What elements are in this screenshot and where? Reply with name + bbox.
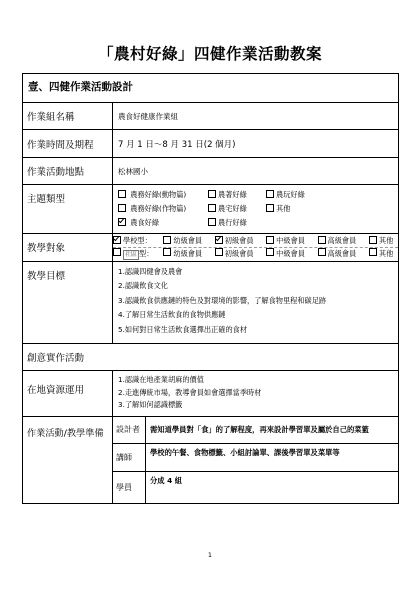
- section-header-row: [23, 74, 399, 103]
- creative-label: 創意實作活動: [23, 344, 399, 371]
- theme-line: [118, 188, 393, 202]
- location-label: 作業活動地點: [23, 158, 113, 185]
- checkbox-icon: [208, 190, 216, 198]
- checkbox-icon: [118, 190, 126, 198]
- prep-role-row: [113, 444, 398, 472]
- goal-item: 5.如何對日常生活飲食選擇出正確的食材: [118, 324, 248, 334]
- period-row: [23, 130, 399, 158]
- prep-role-row: [113, 472, 398, 503]
- local-item: 1.認識在地產業胡麻的價值: [118, 375, 204, 384]
- group-name-label: 作業組名稱: [23, 103, 113, 130]
- audience-school-line: [113, 235, 398, 248]
- prep-row: [23, 416, 399, 503]
- group-name-value: 農食好健康作業組: [113, 103, 399, 130]
- audience-option[interactable]: 初級會員: [215, 235, 266, 247]
- audience-option[interactable]: 其他: [369, 248, 398, 260]
- prep-role: 設計者: [113, 417, 146, 444]
- goal-item: 1.認識四健會及農會: [118, 266, 183, 276]
- theme-option[interactable]: 農務好綠(作物篇): [118, 202, 208, 216]
- creative-row: [23, 344, 399, 371]
- audience-label: 教學對象: [23, 234, 113, 262]
- prep-role: 學員: [113, 472, 146, 503]
- audience-options: [113, 234, 399, 262]
- checkbox-icon: [318, 236, 326, 244]
- theme-option[interactable]: 農務好綠(動物篇): [118, 188, 208, 202]
- prep-label: 作業活動/教學準備: [23, 416, 113, 503]
- theme-option[interactable]: 農行好綠: [208, 216, 247, 230]
- checkbox-icon: [318, 248, 326, 256]
- audience-community-line: [113, 248, 398, 260]
- checkbox-icon: [266, 204, 274, 212]
- theme-row: [23, 185, 399, 234]
- community-tag: 社區: [125, 250, 138, 258]
- group-name-row: [23, 103, 399, 130]
- theme-line: [118, 202, 393, 216]
- checkbox-icon: [118, 204, 126, 212]
- checkbox-icon: [215, 248, 223, 256]
- audience-option[interactable]: 幼級會員: [163, 235, 214, 247]
- theme-option[interactable]: 農宅好綠: [208, 202, 266, 216]
- location-value: 松林國小: [113, 158, 399, 185]
- audience-type-community[interactable]: 社區 型：: [113, 248, 163, 260]
- checkbox-icon: [163, 248, 171, 256]
- local-item: 2.走進傳統市場，教導會員如會選擇當季時材: [118, 387, 262, 397]
- prep-cell: [113, 416, 399, 503]
- theme-line: [118, 216, 393, 230]
- theme-option[interactable]: 農玩好綠: [266, 188, 305, 202]
- lesson-plan-table: [22, 73, 399, 504]
- audience-option[interactable]: 中級會員: [266, 235, 317, 247]
- checkbox-icon: [113, 248, 121, 256]
- prep-desc: 需知道學員對「食」的了解程度，再來設計學習單及屬於自己的菜籃: [146, 417, 399, 444]
- checkbox-icon: [208, 204, 216, 212]
- goal-item: 4.了解日常生活飲食的食物供應鏈: [118, 310, 226, 319]
- prep-desc: 分成 4 組: [150, 476, 183, 485]
- prep-desc: 學校的午餐、食物標籤、小組討論單、課後學習單及菜單等: [146, 444, 399, 472]
- audience-option[interactable]: 初級會員: [215, 248, 266, 260]
- audience-type-school[interactable]: 學校型：: [113, 235, 163, 247]
- prep-table: [113, 417, 398, 503]
- prep-role: 講師: [113, 444, 146, 472]
- audience-option[interactable]: 高級會員: [318, 248, 369, 260]
- audience-row: [23, 234, 399, 262]
- checkbox-checked-icon: [215, 236, 223, 244]
- section-title: 壹、四健作業活動設計: [23, 74, 399, 103]
- checkbox-icon: [369, 248, 377, 256]
- checkbox-checked-icon: [118, 218, 126, 226]
- theme-option[interactable]: 農著好綠: [208, 188, 266, 202]
- local-resources-list: [113, 371, 399, 417]
- page-number: 1: [207, 551, 213, 559]
- audience-option[interactable]: 其他: [369, 235, 398, 247]
- checkbox-icon: [266, 190, 274, 198]
- goal-item: 3.認識飲食供應鏈的特色及對環境的影響，了解食物里程和碳足跡: [118, 295, 327, 305]
- checkbox-icon: [208, 218, 216, 226]
- audience-option[interactable]: 幼級會員: [163, 248, 214, 260]
- theme-option[interactable]: 農食好綠: [118, 216, 208, 230]
- location-row: [23, 158, 399, 185]
- checkbox-icon: [369, 236, 377, 244]
- theme-label: 主題類型: [23, 185, 113, 234]
- local-resources-label: 在地資源運用: [23, 371, 113, 417]
- audience-option[interactable]: 高級會員: [318, 235, 369, 247]
- local-resources-row: [23, 371, 399, 417]
- goals-list: [113, 261, 399, 344]
- period-value: 7 月 1 日～8 月 31 日(2 個月): [113, 130, 399, 158]
- theme-option[interactable]: 其他: [266, 202, 290, 216]
- goals-row: [23, 261, 399, 344]
- theme-options: [113, 185, 399, 234]
- period-label: 作業時間及期程: [23, 130, 113, 158]
- goal-item: 2.認識飲食文化: [118, 281, 168, 290]
- local-item: 3.了解如何認識標籤: [118, 400, 183, 409]
- goals-label: 教學目標: [23, 261, 113, 344]
- checkbox-icon: [163, 236, 171, 244]
- checkbox-checked-icon: [113, 236, 121, 244]
- document-title: 「農村好綠」四健作業活動教案: [97, 45, 322, 63]
- prep-role-row: [113, 417, 398, 444]
- checkbox-icon: [266, 248, 274, 256]
- checkbox-icon: [266, 236, 274, 244]
- audience-option[interactable]: 中級會員: [266, 248, 317, 260]
